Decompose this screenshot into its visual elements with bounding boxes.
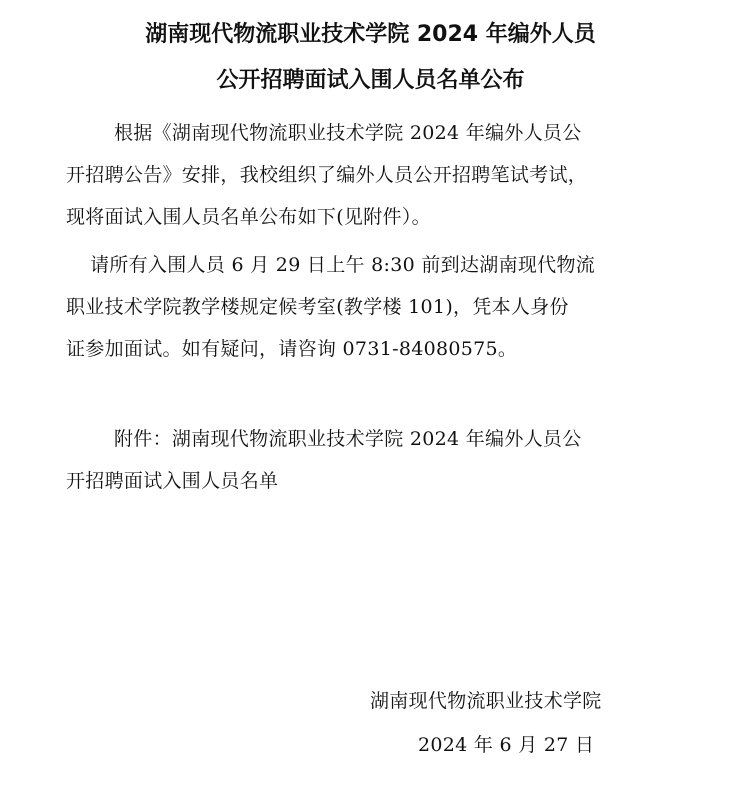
paragraph-line: 证参加面试。如有疑问，请咨询 0731-84080575。	[66, 338, 518, 360]
document-title-line-1: 湖南现代物流职业技术学院 2024 年编外人员	[145, 22, 596, 47]
paragraph-line: 职业技术学院教学楼规定候考室(教学楼 101)，凭本人身份	[66, 296, 569, 318]
document-title-line-2: 公开招聘面试入围人员名单公布	[216, 68, 525, 93]
paragraph-line: 请所有入围人员 6 月 29 日上午 8:30 前到达湖南现代物流	[90, 254, 596, 276]
attachment-line: 开招聘面试入围人员名单	[66, 470, 279, 492]
signature-date: 2024 年 6 月 27 日	[418, 734, 595, 756]
attachment-note	[66, 418, 676, 502]
paragraph-schedule	[66, 112, 676, 238]
signature-organization: 湖南现代物流职业技术学院	[370, 690, 602, 712]
paragraph-line: 现将面试入围人员名单公布如下(见附件）。	[66, 206, 431, 228]
paragraph-line: 开招聘公告》安排，我校组织了编外人员公开招聘笔试考试，	[66, 164, 588, 186]
attachment-line: 附件：湖南现代物流职业技术学院 2024 年编外人员公	[114, 428, 582, 450]
paragraph-line: 根据《湖南现代物流职业技术学院 2024 年编外人员公	[114, 122, 582, 144]
paragraph-interview-notice	[66, 244, 676, 370]
